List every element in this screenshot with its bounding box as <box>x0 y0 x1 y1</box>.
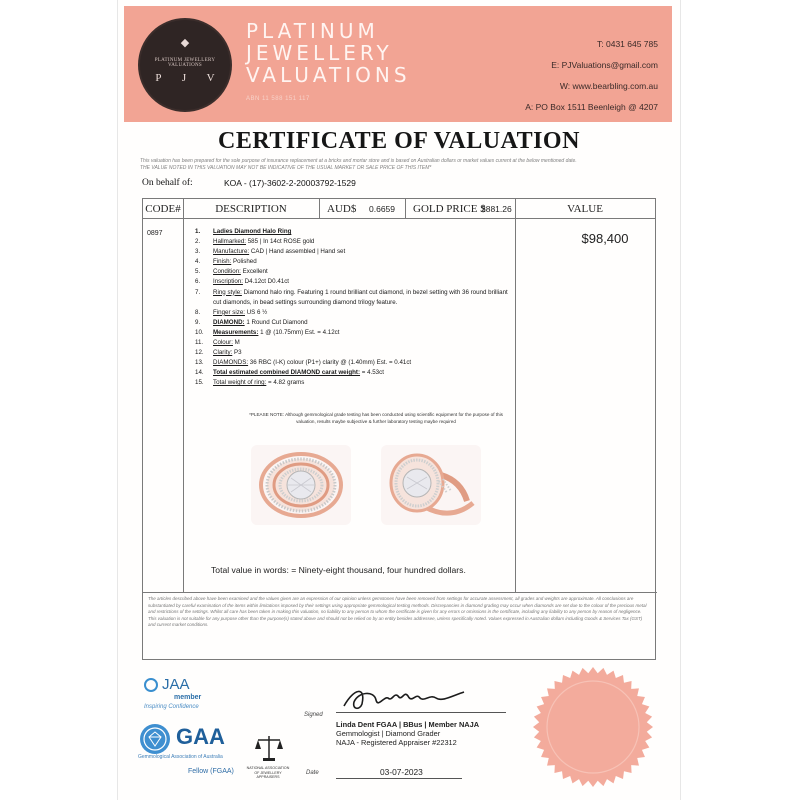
on-behalf-row <box>142 178 356 188</box>
gold-price-header <box>405 199 515 219</box>
diamond-icon: ◆ <box>180 37 190 49</box>
gaa-text: GAA <box>176 724 225 749</box>
column-divider <box>183 199 184 592</box>
signer-title: Gemmologist | Diamond Grader <box>336 729 441 738</box>
email-address: E: PJValuations@gmail.com <box>551 60 658 70</box>
ring-front-photo <box>251 445 351 525</box>
column-divider <box>405 199 406 219</box>
ring-side-image <box>381 445 481 525</box>
contact-details <box>525 34 658 118</box>
date-label: Date <box>306 770 319 776</box>
list-item: 3. Manufacture: CAD | Hand assembled | Hand set <box>195 248 346 256</box>
ring-front-image <box>251 445 351 525</box>
brand-name <box>246 20 411 86</box>
list-item: 8. Finger size: US 6 ½ <box>195 308 268 316</box>
phone-number: T: 0431 645 785 <box>597 39 658 49</box>
gold-price-value: 2881.26 <box>481 204 512 214</box>
item-value: $98,400 <box>581 231 629 246</box>
aud-label: AUD$ <box>327 203 357 215</box>
gaa-emblem-icon <box>140 724 170 754</box>
gaa-full-name: Gemmological Association of Australia <box>138 754 223 760</box>
logo-initials: P J V <box>155 72 224 84</box>
reference-number: KOA - (17)-3602-2-20003792-1529 <box>224 178 356 188</box>
testing-note: *PLEASE NOTE: Although gemmological grade testing has been conducted using scientific equipment for the purpose of this valuation, results maybe subjective & further laboratory testing maybe required <box>249 412 503 424</box>
signer-registration: NAJA - Registered Appraiser #22312 <box>336 738 457 747</box>
abn-number: ABN 11 588 151 117 <box>246 96 310 102</box>
handwritten-signature <box>340 684 470 714</box>
column-divider <box>319 199 320 219</box>
list-item: 9. DIAMOND: 1 Round Cut Diamond <box>195 318 308 326</box>
list-item: 7. Ring style: Diamond halo ring. Featuring 1 round brilliant cut diamond, in bezel setting with 36 round brilliant cut diamonds, in bead settings surrounding diamond trilogy feature. <box>195 288 508 306</box>
signer-name: Linda Dent FGAA | BBus | Member NAJA <box>336 720 480 729</box>
top-disclaimer-line: THE VALUE NOTED IN THIS VALUATION MAY NOT BE INDICATIVE OF THE USUAL MARKET OR SALE PRICE OF THIS ITEM* <box>140 165 432 171</box>
description-list <box>195 227 517 389</box>
list-item: 6. Inscription: D4.12ct D0.41ct <box>195 278 290 286</box>
seal-shape <box>533 667 653 787</box>
date-line <box>336 778 462 779</box>
on-behalf-label: On behalf of: <box>142 178 193 188</box>
list-item: 10. Measurements: 1 @ (10.75mm) Est. = 4.12ct <box>195 328 340 336</box>
brand-line: PLATINUM <box>246 19 379 43</box>
naja-label: NATIONAL ASSOCIATION OF JEWELLERY APPRAISERS <box>246 766 290 779</box>
list-item: 15. Total weight of ring: = 4.82 grams <box>195 379 305 387</box>
brand-line: VALUATIONS <box>246 63 411 87</box>
top-disclaimer-line: This valuation has been prepared for the sole purpose of insurance replacement at a bricks and mortar store and is based on Australian dollars or market values current at the below mentioned date. <box>140 158 577 164</box>
ring-side-photo <box>381 445 481 525</box>
signature-line <box>336 712 506 713</box>
seal-body <box>533 667 653 787</box>
total-in-words: Total value in words: = Ninety-eight thousand, four hundred dollars. <box>211 565 466 575</box>
website: W: www.bearbling.com.au <box>559 81 658 91</box>
list-item: 1. Ladies Diamond Halo Ring <box>195 228 292 235</box>
letterhead <box>124 6 672 122</box>
jaa-text: JAA <box>162 676 190 693</box>
postal-address: A: PO Box 1511 Beenleigh @ 4207 <box>525 102 658 112</box>
company-logo <box>140 20 230 110</box>
list-item: 2. Hallmarked: 585 | In 14ct ROSE gold <box>195 238 315 246</box>
value-header: VALUE <box>515 199 655 219</box>
list-item: 5. Condition: Excellent <box>195 268 268 276</box>
code-header: CODE# <box>143 199 183 219</box>
list-item: 14. Total estimated combined DIAMOND carat weight: = 4.53ct <box>195 369 384 377</box>
certificate-page <box>118 0 680 800</box>
gold-price-label: GOLD PRICE $ <box>413 203 486 215</box>
description-header: DESCRIPTION <box>183 199 319 219</box>
scales-of-justice-icon <box>254 733 284 763</box>
page-title: CERTIFICATE OF VALUATION <box>218 128 580 154</box>
signer-details <box>336 720 479 747</box>
gaa-fellow-label: Fellow (FGAA) <box>188 768 234 775</box>
list-item: 13. DIAMONDS: 36 RBC (I-K) colour (P1+) clarity @ (1.40mm) Est. = 0.41ct <box>195 359 412 367</box>
aud-value: 0.6659 <box>369 204 395 214</box>
list-item: 12. Clarity: P3 <box>195 349 242 357</box>
valuation-table <box>142 198 656 660</box>
list-item: 4. Finish: Polished <box>195 258 257 266</box>
logo-small-text: PLATINUM JEWELLERY VALUATIONS <box>154 58 216 68</box>
embossed-seal <box>532 666 654 788</box>
jaa-ring-icon <box>144 678 158 692</box>
gaa-gem-icon <box>140 724 170 754</box>
list-item: 11. Colour: M <box>195 339 240 347</box>
date-value: 03-07-2023 <box>380 767 423 777</box>
item-code: 0897 <box>147 230 163 237</box>
brand-line: JEWELLERY <box>246 41 393 65</box>
aud-rate-header <box>319 199 405 219</box>
signed-label: Signed <box>304 712 323 718</box>
bottom-disclaimer: The articles described above have been examined and the values given are an expression of our opinion unless gemstones have been removed from settings for accurate assessment, all grades and weights are approximate. All conclusions are substantiated by careful examination of the items within limitations imposed by their settings using appropriate gemmological testing methods. Discrepancies in diamond grading may occur when diamonds are set due to the colour of the precious metal and restrictions of the settings. Whilst all care has been taken in making this valuation, no liability to any person to whom the certificate is given for any errors or omissions in the certificate, including any liability to any person by reason of negligence. This valuation is not suitable for any purpose other than the purpose(s) stated above and should not be relied on by an entity besides addressee, unless specifically noted. Values expressed in Australian dollars including Goods & Services Tax (GST) and current market conditions. <box>148 596 647 628</box>
jaa-member-label: member <box>174 694 202 701</box>
top-disclaimer <box>140 158 660 172</box>
divider <box>143 592 657 593</box>
jaa-tagline: Inspiring Confidence <box>144 704 199 710</box>
